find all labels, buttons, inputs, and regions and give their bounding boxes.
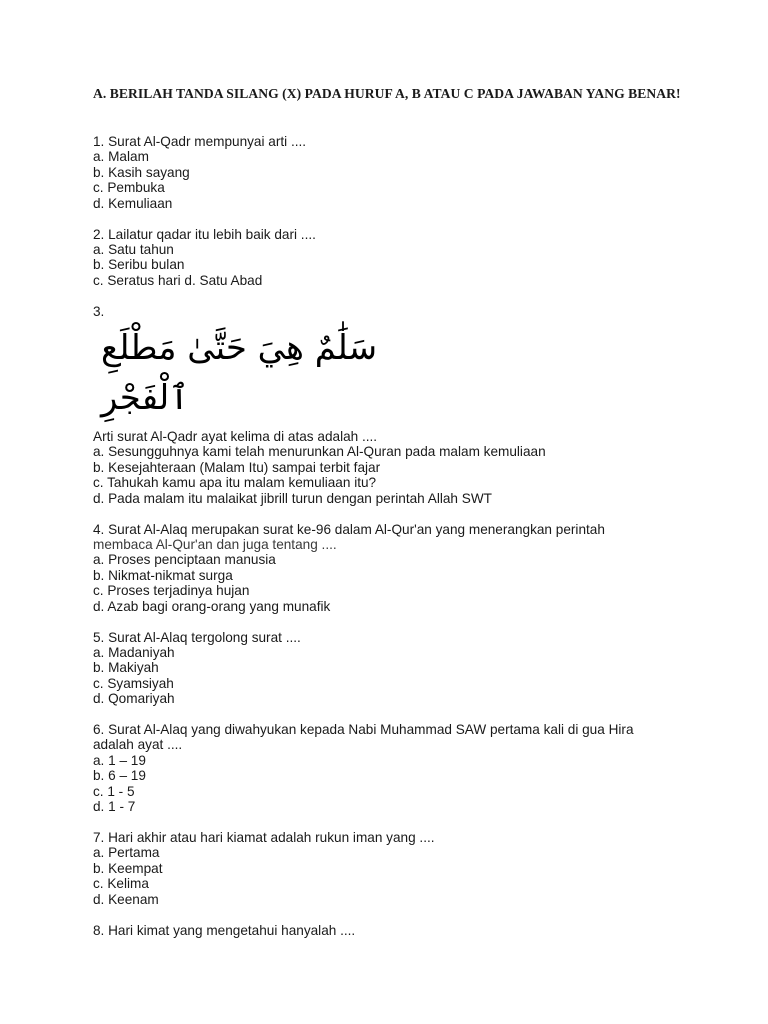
option-b: b. Keempat xyxy=(93,860,163,876)
question-4 xyxy=(93,522,683,614)
question-text: 7. Hari akhir atau hari kiamat adalah rukun iman yang .... xyxy=(93,830,435,845)
option-b: b. Seribu bulan xyxy=(93,257,185,273)
option-d: d. Qomariyah xyxy=(93,691,175,707)
question-2 xyxy=(93,227,683,289)
document-page xyxy=(93,86,683,938)
question-1 xyxy=(93,134,683,211)
spacer xyxy=(93,815,683,831)
question-text-line-2: adalah ayat .... xyxy=(93,737,183,753)
option-c-d: c. Seratus hari d. Satu Abad xyxy=(93,272,263,288)
question-7 xyxy=(93,830,683,907)
spacer xyxy=(93,102,683,134)
option-c: c. 1 - 5 xyxy=(93,783,135,799)
spacer xyxy=(93,907,683,923)
spacer xyxy=(93,614,683,630)
spacer xyxy=(93,288,683,304)
question-text-line-1: 4. Surat Al-Alaq merupakan surat ke-96 dalam Al-Qur'an yang menerangkan perintah xyxy=(93,521,605,537)
option-a: a. Malam xyxy=(93,149,149,165)
option-c: c. Tahukah kamu apa itu malam kemuliaan itu? xyxy=(93,475,377,491)
question-text: 5. Surat Al-Alaq tergolong surat .... xyxy=(93,629,301,645)
spacer xyxy=(93,211,683,227)
option-a: a. Sesungguhnya kami telah menurunkan Al-Quran pada malam kemuliaan xyxy=(93,444,546,460)
option-c: c. Kelima xyxy=(93,876,149,892)
question-text-line-1: 6. Surat Al-Alaq yang diwahyukan kepada Nabi Muhammad SAW pertama kali di gua Hira xyxy=(93,722,634,738)
option-a: a. 1 – 19 xyxy=(93,752,146,768)
section-heading: A. BERILAH TANDA SILANG (X) PADA HURUF A, B ATAU C PADA JAWABAN YANG BENAR! xyxy=(93,86,681,101)
option-d: d. 1 - 7 xyxy=(93,799,136,815)
spacer xyxy=(93,707,683,723)
option-b: b. Makiyah xyxy=(93,660,159,676)
option-c: c. Proses terjadinya hujan xyxy=(93,583,250,599)
spacer xyxy=(93,506,683,522)
option-b: b. Kesejahteraan (Malam Itu) sampai terbit fajar xyxy=(93,459,381,475)
option-d: d. Kemuliaan xyxy=(93,195,173,211)
option-d: d. Azab bagi orang-orang yang munafik xyxy=(93,598,331,614)
question-6 xyxy=(93,722,683,814)
option-c: c. Syamsiyah xyxy=(93,675,174,691)
question-5 xyxy=(93,630,683,707)
option-d: d. Pada malam itu malaikat jibrill turun dengan perintah Allah SWT xyxy=(93,490,492,506)
question-text-line-2: membaca Al-Qur'an dan juga tentang .... xyxy=(93,537,337,552)
option-c: c. Pembuka xyxy=(93,180,165,196)
option-a: a. Madaniyah xyxy=(93,644,175,660)
option-a: a. Proses penciptaan manusia xyxy=(93,552,276,568)
question-text: Arti surat Al-Qadr ayat kelima di atas adalah .... xyxy=(93,429,378,445)
question-text: 2. Lailatur qadar itu lebih baik dari .... xyxy=(93,226,316,242)
question-number: 3. xyxy=(93,303,105,319)
question-8 xyxy=(93,923,683,938)
option-b: b. Nikmat-nikmat surga xyxy=(93,567,233,583)
arabic-verse-image: سَلَٰمٌ هِيَ حَتَّىٰ مَطْلَعِ ٱلْفَجْرِ xyxy=(101,328,378,419)
option-a: a. Pertama xyxy=(93,845,160,861)
question-text: 1. Surat Al-Qadr mempunyai arti .... xyxy=(93,134,307,149)
option-b: b. 6 – 19 xyxy=(93,768,146,784)
option-b: b. Kasih sayang xyxy=(93,164,190,180)
question-text: 8. Hari kimat yang mengetahui hanyalah .... xyxy=(93,922,356,938)
option-d: d. Keenam xyxy=(93,891,159,907)
question-3 xyxy=(93,304,683,506)
option-a: a. Satu tahun xyxy=(93,241,174,257)
